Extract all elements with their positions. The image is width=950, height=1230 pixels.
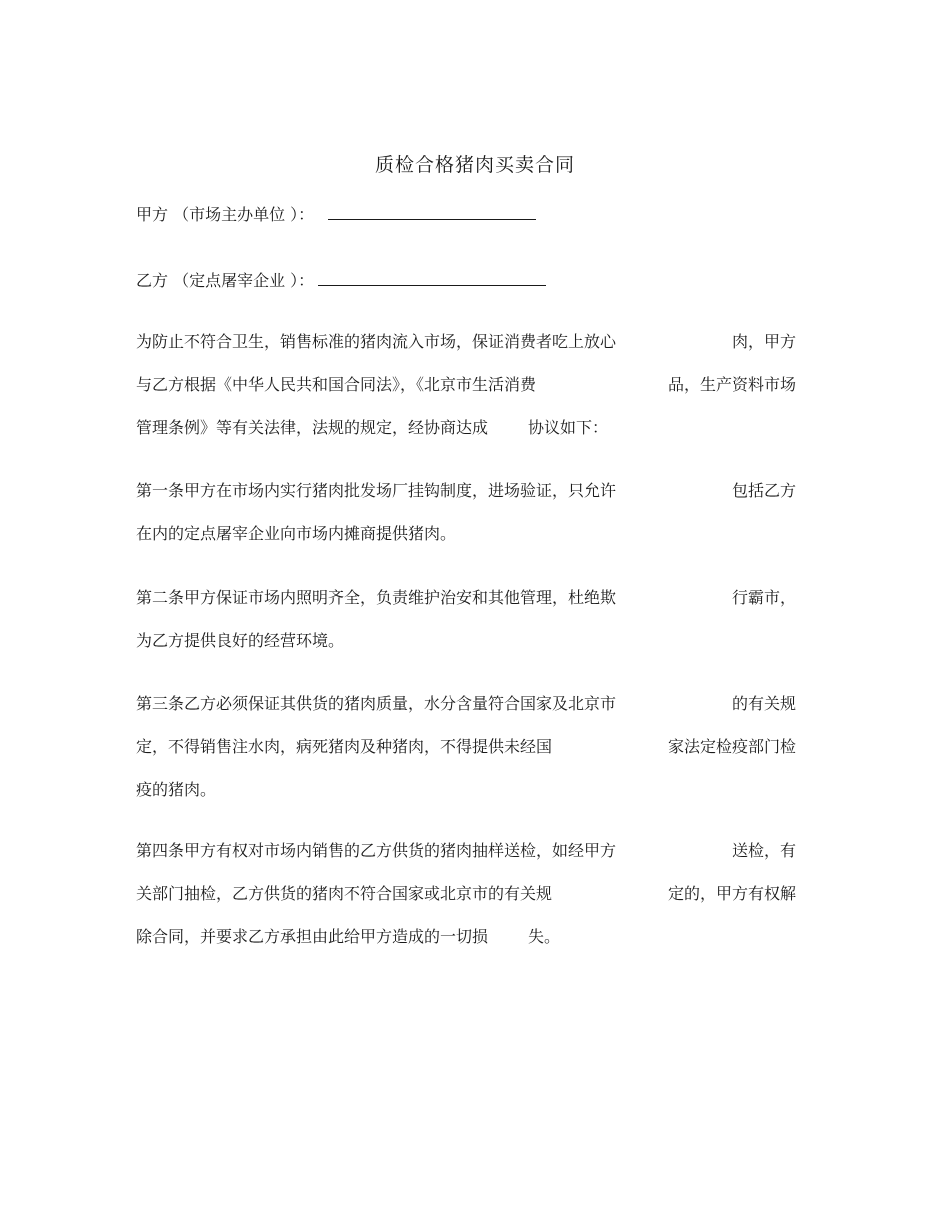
line-text: 为防止不符合卫生，销售标准的猪肉流入市场，保证消费者吃上放心	[136, 332, 617, 351]
paragraph-preamble	[136, 320, 796, 449]
line-text: 定的，甲方有权解	[667, 884, 796, 903]
paragraph-line	[136, 512, 796, 555]
paragraph-line	[136, 363, 796, 406]
party-b-blank-line	[318, 267, 546, 286]
line-text: 送检，有	[731, 841, 796, 860]
line-text: 第三条乙方必须保证其供货的猪肉质量，水分含量符合国家及北京市	[136, 694, 617, 713]
paragraph-article-4	[136, 829, 796, 958]
line-text: 品，生产资料市场	[667, 375, 796, 394]
document-title: 质检合格猪肉买卖合同	[374, 154, 575, 176]
party-b-field	[136, 267, 546, 293]
line-text: 与乙方根据《中华人民共和国合同法》，《北京市生活消费	[136, 375, 537, 394]
line-text: 协议如下：	[528, 418, 609, 437]
line-text: 在内的定点屠宰企业向市场内摊商提供猪肉。	[136, 524, 457, 543]
line-text: 第二条甲方保证市场内照明齐全，负责维护治安和其他管理，杜绝欺	[136, 588, 617, 607]
line-text: 疫的猪肉。	[136, 780, 217, 799]
party-a-label: 甲方 （市场主办单位 ）：	[136, 205, 315, 224]
line-text: 的有关规	[731, 694, 796, 713]
party-b-label: 乙方 （定点屠宰企业 ）：	[136, 271, 315, 290]
paragraph-line	[136, 406, 796, 449]
paragraph-line	[136, 768, 796, 811]
paragraph-line	[136, 469, 796, 512]
line-text: 定，不得销售注水肉，病死猪肉及种猪肉，不得提供未经国	[136, 737, 553, 756]
party-a-blank-line	[328, 201, 536, 220]
paragraph-line	[136, 829, 796, 872]
paragraph-article-1	[136, 469, 796, 555]
line-text: 肉，甲方	[731, 332, 796, 351]
paragraph-line	[136, 872, 796, 915]
line-text: 除合同，并要求乙方承担由此给甲方造成的一切损	[136, 927, 489, 946]
line-text: 为乙方提供良好的经营环境。	[136, 631, 345, 650]
paragraph-line	[136, 576, 796, 619]
line-text: 行霸市，	[731, 588, 796, 607]
paragraph-line	[136, 725, 796, 768]
paragraph-article-3	[136, 682, 796, 811]
line-text: 管理条例》等有关法律，法规的规定，经协商达成	[136, 418, 489, 437]
party-a-field	[136, 201, 536, 227]
line-text: 包括乙方	[731, 481, 796, 500]
line-text: 家法定检疫部门检	[667, 737, 796, 756]
paragraph-line	[136, 915, 796, 958]
line-text: 关部门抽检，乙方供货的猪肉不符合国家或北京市的有关规	[136, 884, 553, 903]
paragraph-article-2	[136, 576, 796, 662]
paragraph-line	[136, 682, 796, 725]
line-text: 失。	[528, 927, 561, 946]
paragraph-line	[136, 619, 796, 662]
line-text: 第一条甲方在市场内实行猪肉批发场厂挂钩制度，进场验证，只允许	[136, 481, 617, 500]
line-text: 第四条甲方有权对市场内销售的乙方供货的猪肉抽样送检，如经甲方	[136, 841, 617, 860]
paragraph-line	[136, 320, 796, 363]
